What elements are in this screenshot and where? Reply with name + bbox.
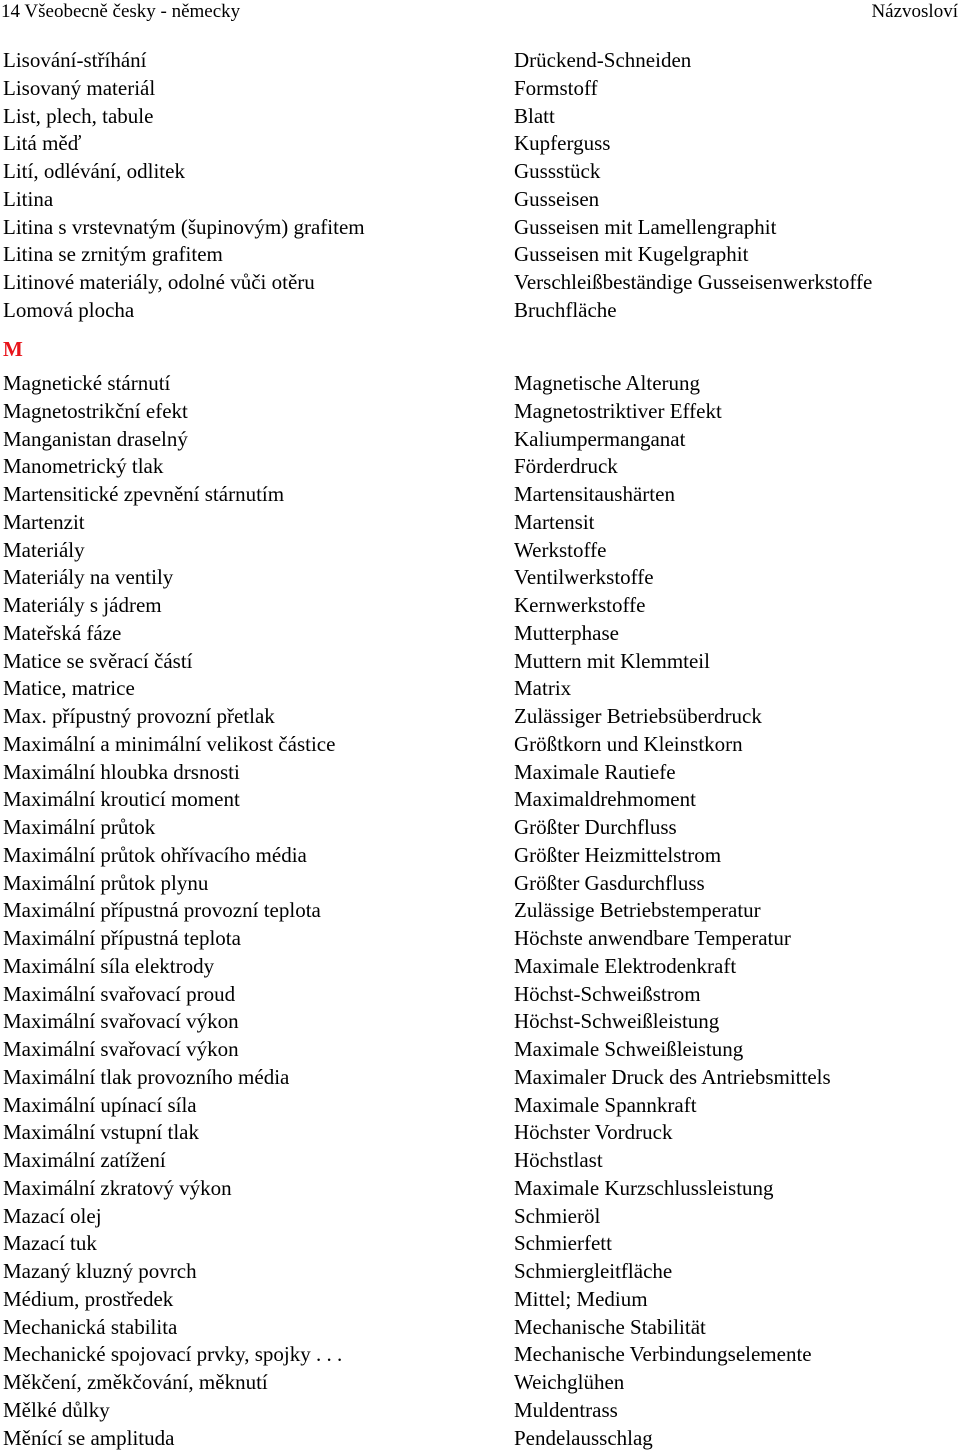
term-german: Bruchfläche xyxy=(514,297,617,325)
term-german: Magnetische Alterung xyxy=(514,370,700,398)
glossary-row xyxy=(0,703,960,731)
glossary-row xyxy=(0,297,960,325)
term-czech: Médium, prostředek xyxy=(3,1286,173,1314)
glossary-row xyxy=(0,1147,960,1175)
glossary-row xyxy=(0,509,960,537)
term-czech: Mechanická stabilita xyxy=(3,1314,177,1342)
term-german: Kaliumpermanganat xyxy=(514,426,685,454)
term-german: Blatt xyxy=(514,103,555,131)
glossary-row xyxy=(0,241,960,269)
term-german: Matrix xyxy=(514,675,571,703)
term-czech: Maximální průtok xyxy=(3,814,155,842)
term-czech: Materiály xyxy=(3,537,85,565)
term-german: Mechanische Verbindungselemente xyxy=(514,1341,812,1369)
term-german: Höchst-Schweißstrom xyxy=(514,981,701,1009)
term-czech: Lisovaný materiál xyxy=(3,75,155,103)
term-german: Gusseisen mit Lamellengraphit xyxy=(514,214,776,242)
glossary-row xyxy=(0,1175,960,1203)
glossary-row xyxy=(0,453,960,481)
term-german: Pendelausschlag xyxy=(514,1425,653,1452)
term-german: Schmieröl xyxy=(514,1203,600,1231)
term-czech: Matice, matrice xyxy=(3,675,135,703)
term-czech: Maximální přípustná provozní teplota xyxy=(3,897,321,925)
term-czech: Maximální zatížení xyxy=(3,1147,166,1175)
term-czech: Martensitické zpevnění stárnutím xyxy=(3,481,284,509)
term-german: Mittel; Medium xyxy=(514,1286,648,1314)
term-german: Maximale Spannkraft xyxy=(514,1092,697,1120)
term-czech: Maximální a minimální velikost částice xyxy=(3,731,335,759)
glossary-row xyxy=(0,592,960,620)
glossary-row xyxy=(0,1341,960,1369)
term-german: Magnetostriktiver Effekt xyxy=(514,398,722,426)
glossary-row xyxy=(0,214,960,242)
term-czech: Mateřská fáze xyxy=(3,620,121,648)
glossary-row xyxy=(0,1119,960,1147)
term-czech: Manganistan draselný xyxy=(3,426,188,454)
term-german: Gusseisen mit Kugelgraphit xyxy=(514,241,748,269)
term-czech: Mazací olej xyxy=(3,1203,102,1231)
term-german: Größter Heizmittelstrom xyxy=(514,842,721,870)
term-czech: Max. přípustný provozní přetlak xyxy=(3,703,275,731)
term-czech: Maximální upínací síla xyxy=(3,1092,197,1120)
glossary-row xyxy=(0,953,960,981)
glossary-row xyxy=(0,481,960,509)
term-german: Maximaler Druck des Antriebsmittels xyxy=(514,1064,831,1092)
term-german: Zulässige Betriebstemperatur xyxy=(514,897,761,925)
glossary-row xyxy=(0,1008,960,1036)
glossary-row xyxy=(0,1286,960,1314)
term-czech: Mělké důlky xyxy=(3,1397,110,1425)
glossary-row xyxy=(0,759,960,787)
term-german: Höchstlast xyxy=(514,1147,603,1175)
term-czech: Manometrický tlak xyxy=(3,453,163,481)
term-czech: Matice se svěrací částí xyxy=(3,648,193,676)
glossary-row xyxy=(0,1258,960,1286)
glossary-row xyxy=(0,1397,960,1425)
term-german: Maximale Rautiefe xyxy=(514,759,676,787)
term-czech: Maximální svařovací výkon xyxy=(3,1008,239,1036)
term-czech: Maximální svařovací proud xyxy=(3,981,235,1009)
term-german: Martensitaushärten xyxy=(514,481,675,509)
glossary-row xyxy=(0,186,960,214)
term-czech: Maximální svařovací výkon xyxy=(3,1036,239,1064)
term-german: Drückend-Schneiden xyxy=(514,47,691,75)
term-german: Höchster Vordruck xyxy=(514,1119,672,1147)
term-german: Kupferguss xyxy=(514,130,610,158)
term-german: Ventilwerkstoffe xyxy=(514,564,654,592)
term-german: Martensit xyxy=(514,509,594,537)
glossary-row xyxy=(0,103,960,131)
glossary-row xyxy=(0,398,960,426)
page-header xyxy=(0,0,960,26)
glossary-row xyxy=(0,1036,960,1064)
term-german: Höchste anwendbare Temperatur xyxy=(514,925,791,953)
glossary-row xyxy=(0,731,960,759)
term-german: Mutterphase xyxy=(514,620,619,648)
term-german: Muldentrass xyxy=(514,1397,618,1425)
glossary-row xyxy=(0,370,960,398)
glossary-row xyxy=(0,925,960,953)
term-czech: Měkčení, změkčování, měknutí xyxy=(3,1369,268,1397)
term-german: Maximale Schweißleistung xyxy=(514,1036,743,1064)
glossary-row xyxy=(0,537,960,565)
term-czech: Litina s vrstevnatým (šupinovým) grafitem xyxy=(3,214,365,242)
glossary-row xyxy=(0,269,960,297)
term-czech: Materiály na ventily xyxy=(3,564,173,592)
glossary-row xyxy=(0,786,960,814)
term-czech: List, plech, tabule xyxy=(3,103,153,131)
term-czech: Martenzit xyxy=(3,509,85,537)
term-czech: Magnetostrikční efekt xyxy=(3,398,188,426)
term-german: Werkstoffe xyxy=(514,537,606,565)
term-german: Schmierfett xyxy=(514,1230,612,1258)
term-czech: Litina se zrnitým grafitem xyxy=(3,241,223,269)
term-czech: Maximální hloubka drsnosti xyxy=(3,759,240,787)
term-german: Zulässiger Betriebsüberdruck xyxy=(514,703,762,731)
term-german: Muttern mit Klemmteil xyxy=(514,648,710,676)
term-czech: Materiály s jádrem xyxy=(3,592,162,620)
glossary-row xyxy=(0,158,960,186)
glossary-row xyxy=(0,675,960,703)
glossary-row xyxy=(0,1369,960,1397)
term-german: Formstoff xyxy=(514,75,598,103)
glossary-row xyxy=(0,426,960,454)
term-german: Größter Durchfluss xyxy=(514,814,677,842)
term-german: Maximaldrehmoment xyxy=(514,786,696,814)
glossary-section-l xyxy=(0,47,960,325)
term-czech: Maximální průtok ohřívacího média xyxy=(3,842,307,870)
section-letter-m: M xyxy=(3,335,23,363)
term-czech: Lomová plocha xyxy=(3,297,134,325)
term-german: Gussstück xyxy=(514,158,600,186)
glossary-row xyxy=(0,814,960,842)
glossary-row xyxy=(0,1203,960,1231)
glossary-row xyxy=(0,1425,960,1452)
term-german: Förderdruck xyxy=(514,453,618,481)
term-czech: Lití, odlévání, odlitek xyxy=(3,158,185,186)
term-czech: Maximální síla elektrody xyxy=(3,953,214,981)
header-section: Názvosloví xyxy=(871,0,958,24)
term-german: Größter Gasdurchfluss xyxy=(514,870,705,898)
term-german: Schmiergleitfläche xyxy=(514,1258,672,1286)
term-czech: Maximální krouticí moment xyxy=(3,786,240,814)
glossary-row xyxy=(0,897,960,925)
glossary-row xyxy=(0,130,960,158)
term-german: Maximale Kurzschlussleistung xyxy=(514,1175,774,1203)
term-czech: Maximální přípustná teplota xyxy=(3,925,241,953)
glossary-row xyxy=(0,870,960,898)
term-german: Mechanische Stabilität xyxy=(514,1314,706,1342)
term-czech: Měnící se amplituda xyxy=(3,1425,174,1452)
glossary-section-m xyxy=(0,370,960,1452)
term-czech: Mazaný kluzný povrch xyxy=(3,1258,197,1286)
term-czech: Mechanické spojovací prvky, spojky . . . xyxy=(3,1341,342,1369)
term-czech: Litá měď xyxy=(3,130,81,158)
term-german: Maximale Elektrodenkraft xyxy=(514,953,736,981)
term-czech: Mazací tuk xyxy=(3,1230,97,1258)
glossary-row xyxy=(0,1230,960,1258)
glossary-row xyxy=(0,564,960,592)
term-czech: Magnetické stárnutí xyxy=(3,370,170,398)
glossary-row xyxy=(0,842,960,870)
term-czech: Litina xyxy=(3,186,53,214)
term-german: Kernwerkstoffe xyxy=(514,592,645,620)
term-german: Höchst-Schweißleistung xyxy=(514,1008,719,1036)
glossary-row xyxy=(0,620,960,648)
glossary-row xyxy=(0,648,960,676)
glossary-row xyxy=(0,1314,960,1342)
term-czech: Litinové materiály, odolné vůči otěru xyxy=(3,269,315,297)
glossary-row xyxy=(0,47,960,75)
glossary-row xyxy=(0,981,960,1009)
term-czech: Lisování-stříhání xyxy=(3,47,146,75)
term-czech: Maximální průtok plynu xyxy=(3,870,208,898)
term-czech: Maximální vstupní tlak xyxy=(3,1119,199,1147)
glossary-row xyxy=(0,1092,960,1120)
glossary-row xyxy=(0,75,960,103)
term-german: Gusseisen xyxy=(514,186,599,214)
term-czech: Maximální zkratový výkon xyxy=(3,1175,232,1203)
header-title: 14 Všeobecně česky - německy xyxy=(1,0,240,24)
term-czech: Maximální tlak provozního média xyxy=(3,1064,289,1092)
term-german: Verschleißbeständige Gusseisenwerkstoffe xyxy=(514,269,872,297)
term-german: Weichglühen xyxy=(514,1369,624,1397)
glossary-row xyxy=(0,1064,960,1092)
term-german: Größtkorn und Kleinstkorn xyxy=(514,731,743,759)
